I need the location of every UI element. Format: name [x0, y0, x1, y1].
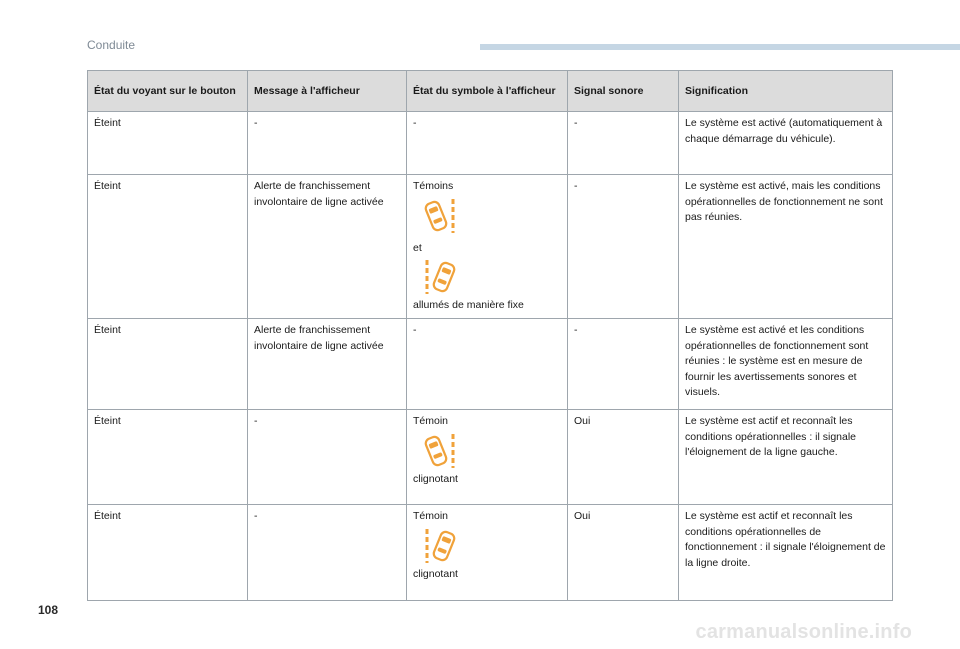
- symbol-state: allumés de manière fixe: [413, 299, 524, 311]
- lane-departure-left-icon: [419, 527, 461, 565]
- lane-departure-left-icon: [419, 258, 461, 296]
- table-cell: Le système est activé, mais les conditions opérationnelles de fonctionnement ne sont pas réunies.: [679, 175, 893, 319]
- symbol-state: clignotant: [413, 567, 458, 580]
- table-cell: Éteint: [88, 319, 248, 410]
- watermark: carmanualsonline.info: [695, 621, 912, 643]
- table-cell: Le système est activé (automatiquement à chaque démarrage du véhicule).: [679, 112, 893, 175]
- table-row: [88, 410, 893, 505]
- table-cell: -: [248, 410, 407, 505]
- table-cell: [407, 410, 568, 505]
- table-cell: Éteint: [88, 505, 248, 601]
- lane-departure-right-icon: [419, 197, 461, 235]
- lane-departure-right-icon: [419, 432, 461, 470]
- page-number: 108: [38, 603, 59, 617]
- column-header: Message à l'afficheur: [248, 71, 407, 112]
- symbol-conjunction: et: [413, 241, 422, 254]
- table-cell: Le système est actif et reconnaît les conditions opérationnelles de fonctionnement : il signale l'éloignement de la ligne droite.: [679, 505, 893, 601]
- table-cell: Oui: [568, 505, 679, 601]
- symbol-label: Témoin: [413, 415, 449, 427]
- column-header: Signification: [679, 71, 893, 112]
- header-bar: [480, 44, 960, 50]
- table-cell: -: [248, 112, 407, 175]
- table-cell: Le système est actif et reconnaît les conditions opérationnelles : il signale l'éloignement de la ligne gauche.: [679, 410, 893, 505]
- table-cell: Oui: [568, 410, 679, 505]
- section-title: Conduite: [87, 38, 136, 52]
- table-cell: [407, 175, 568, 319]
- table-cell: -: [407, 112, 568, 175]
- table-row: [88, 112, 893, 175]
- table-cell: Le système est activé et les conditions opérationnelles de fonctionnement sont réunies : le système est en mesure de fournir les avertissements sonores et visuels.: [679, 319, 893, 410]
- table-cell: -: [568, 319, 679, 410]
- table-cell: -: [568, 175, 679, 319]
- column-header: État du voyant sur le bouton: [88, 71, 248, 112]
- table-cell: -: [248, 505, 407, 601]
- table-cell: Éteint: [88, 175, 248, 319]
- symbol-label: Témoin: [413, 510, 449, 522]
- table-cell: Alerte de franchissement involontaire de ligne activée: [248, 175, 407, 319]
- table-cell: Éteint: [88, 410, 248, 505]
- table-row: [88, 505, 893, 601]
- table-cell: -: [407, 319, 568, 410]
- symbol-state: clignotant: [413, 472, 458, 485]
- table-cell: Éteint: [88, 112, 248, 175]
- table-header-row: [88, 71, 893, 112]
- table-cell: -: [568, 112, 679, 175]
- column-header: État du symbole à l'afficheur: [407, 71, 568, 112]
- table-row: [88, 319, 893, 410]
- symbol-label: Témoins: [413, 180, 454, 192]
- table-cell: [407, 505, 568, 601]
- table-row: [88, 175, 893, 319]
- column-header: Signal sonore: [568, 71, 679, 112]
- lane-departure-table: [87, 70, 893, 601]
- table-cell: Alerte de franchissement involontaire de ligne activée: [248, 319, 407, 410]
